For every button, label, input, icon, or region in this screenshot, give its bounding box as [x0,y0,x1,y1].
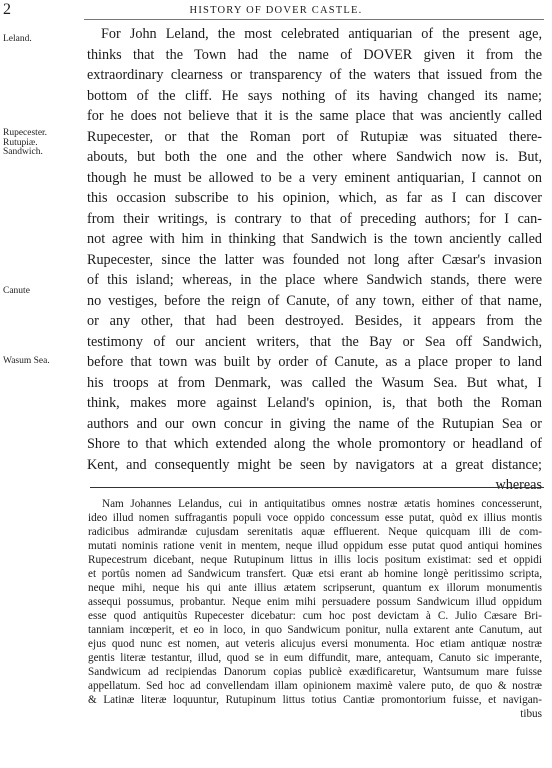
body-line: not agree with him in thinking that Sandwich is the town anciently called [87,231,542,247]
footnote-line: neque mihi, neque his qui ante illius ætatem scripserunt, quantum ex illorum monumentis [88,582,542,594]
body-line: abouts, but both the one and the other where Sandwich now is. But, [87,149,542,165]
main-text [87,24,542,496]
footnote-line: assequi possumus, probantur. Neque enim mihi persuadere possum Sandwicum illud oppidum [88,596,542,608]
sidenote-line: Wasum Sea. [3,356,50,366]
footnote-rule [90,487,544,488]
footnote-line: appellatum. Sed hoc ad convellendam illam opinionem maximè valere puto, de quo & nostræ [88,680,542,692]
footnote-line: mutati nominis ratione venit in mentem, neque illud oppidum esse putat quod antiqui homines [88,540,542,552]
body-line: Shore to that which extended along the whole promontory or headland of [87,436,542,452]
body-line: extraordinary clearness or transparency of the waters that issued from the [87,67,542,83]
body-line: no vestiges, before the reign of Canute, of any town, either of that name, [87,292,542,309]
sidenote-wasum-sea [3,357,50,367]
body-line: testimony of our ancient writers, that the Bay or Sea off Sandwich, [87,333,542,350]
footnote-line: ejus quod nunc est nomen, aut veteris alicujus eversi monumenta. Hoc etiam antiquæ nostræ [88,638,542,650]
header-rule [84,19,544,20]
footnote [88,497,542,721]
sidenote-rupecester [3,129,47,158]
footnote-line: & Latinæ literæ loquuntur, Rutupinum littus totius Cantiæ promontorium fuisse, et navigan- [88,694,542,706]
body-line: Rupecester, or that the Roman port of Rutupiæ was situated there- [87,128,542,145]
footnote-line: tanniam incœperit, et eo in loco, in quo Sandwicum ponitur, nulla extarent ante Canutum, aut [88,624,542,636]
body-line: Rupecester, since the latter was founded not long after Cæsar's invasion [87,251,542,268]
footnote-line: Rupecestrum dicebant, neque Rutupinum littus in illis locis positum existimat: sed et oppidi [88,554,542,566]
catchword: whereas [495,477,542,493]
footnote-catchword: tibus [520,708,542,720]
body-line: his troops at from Denmark, was called the Wasum Sea. But what, I [87,374,542,391]
body-line: for he does not believe that it is the same place that was anciently called [87,108,542,124]
sidenote-line: Rutupiæ. [3,137,38,148]
sidenote-canute [3,287,30,297]
sidenote-line: Rupecester. [3,128,48,138]
body-line: before that town was built by order of Canute, as a place proper to land [87,354,542,370]
sidenote-line: Canute [3,286,30,296]
sidenote-line: Leland. [3,34,32,44]
footnote-line: gentis literæ testantur, illud, quod se in eum diffundit, mare, antequam, Canuto sic imperante, [88,652,542,664]
running-head: HISTORY OF DOVER CASTLE. [189,5,363,16]
body-line: though he must be allowed to be a very eminent antiquarian, I cannot on [87,169,542,186]
footnote-line: Nam Johannes Lelandus, cui in antiquitatibus omnes nostræ ætatis homines concesserunt, [102,498,542,510]
body-line: think, makes more against Leland's opinion, is, that both the Roman [87,395,542,411]
footnote-line: esse quod antiquitùs Rupecester dicebatur: cum hoc post devictam à C. Julio Cæsare Bri- [88,610,542,622]
body-line: of this island; whereas, in the place where Sandwich stands, there were [87,272,542,288]
body-line: Kent, and consequently might be seen by navigators at a great distance; [87,456,542,473]
body-line: authors and our own concur in giving the name of the Rutupian Sea or [87,415,542,432]
footnote-line: ideo illud nomen suffragantis populi voce oppido concessum esse putat, quòd ex illius montis [88,512,542,524]
body-line: this occasion subscribe to his opinion, which, as far as I can discover [87,190,542,206]
sidenote-leland [3,35,32,45]
body-line: bottom of the cliff. He says nothing of its having changed its name; [87,87,542,104]
body-line: For John Leland, the most celebrated antiquarian of the present age, [101,26,542,42]
body-line: thinks that the Town had the name of DOVER given it from the [87,46,542,63]
footnote-line: radicibus admirandæ cujusdam serenitatis aquæ effluerent. Neque quicquam illi de com- [88,526,542,538]
footnote-line: Sandwicum ad recipiendas Danorum copias publicè exædificaretur, Wantsumum mare fuisse [88,666,542,678]
body-line: from their writings, is contrary to that of preceding authors; for I can- [87,210,542,227]
body-line: or any other, that had been destroyed. Besides, it appears from the [87,313,542,329]
page-number: 2 [3,1,11,18]
sidenote-line: Sandwich. [3,147,43,157]
footnote-line: et portûs nomen ad Sandwicum transfert. Quæ etsi erant ab homine longè peritissimo scripta, [88,568,542,580]
